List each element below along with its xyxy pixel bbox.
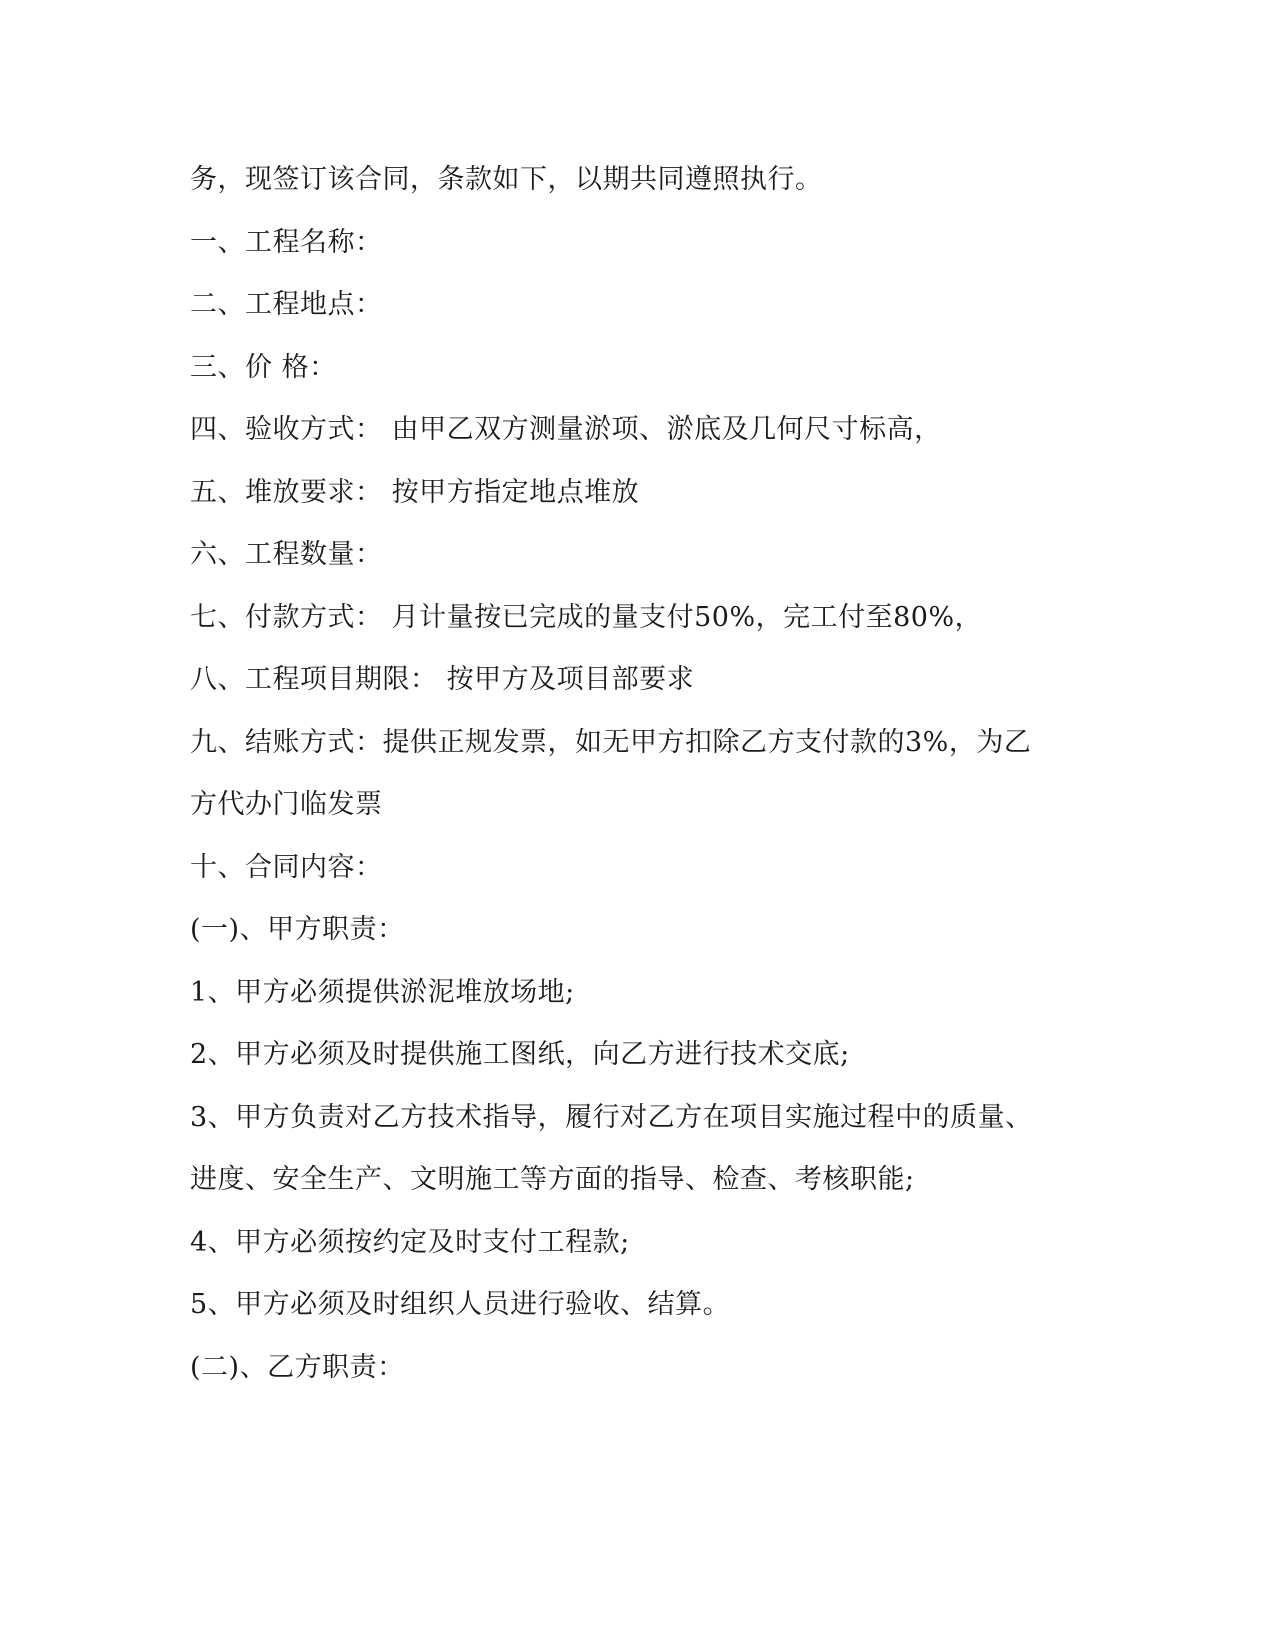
text-line: 3、甲方负责对乙方技术指导，履行对乙方在项目实施过程中的质量、 — [190, 1101, 1033, 1133]
text-line: 五、堆放要求： 按甲方指定地点堆放 — [190, 476, 640, 508]
text-line: 六、工程数量： — [190, 539, 383, 570]
text-line: 二、工程地点： — [190, 289, 383, 320]
text-line: 四、验收方式： 由甲乙双方测量淤项、淤底及几何尺寸标高， — [190, 414, 942, 445]
text-line: 进度、安全生产、文明施工等方面的指导、检查、考核职能; — [190, 1164, 915, 1195]
text-line: 十、合同内容： — [190, 851, 383, 883]
text-line: 1、甲方必须提供淤泥堆放场地; — [190, 976, 575, 1008]
text-line: 九、结账方式：提供正规发票，如无甲方扣除乙方支付款的3%，为乙 — [190, 726, 1032, 758]
text-line: 4、甲方必须按约定及时支付工程款; — [190, 1226, 630, 1258]
text-line: 一、工程名称： — [190, 226, 383, 258]
text-line: 三、价 格： — [190, 351, 337, 383]
text-line: 方代办门临发票 — [190, 789, 383, 820]
document-body — [190, 160, 1090, 1410]
text-line: (二)、乙方职责： — [190, 1351, 405, 1383]
text-line: 八、工程项目期限： 按甲方及项目部要求 — [190, 664, 695, 695]
text-line: 七、付款方式： 月计量按已完成的量支付50%，完工付至80%， — [190, 601, 983, 633]
text-line: 务，现签订该合同，条款如下，以期共同遵照执行。 — [190, 164, 823, 195]
text-line: 2、甲方必须及时提供施工图纸，向乙方进行技术交底; — [190, 1039, 850, 1070]
text-line: (一)、甲方职责： — [190, 914, 405, 945]
text-line: 5、甲方必须及时组织人员进行验收、结算。 — [190, 1289, 731, 1320]
